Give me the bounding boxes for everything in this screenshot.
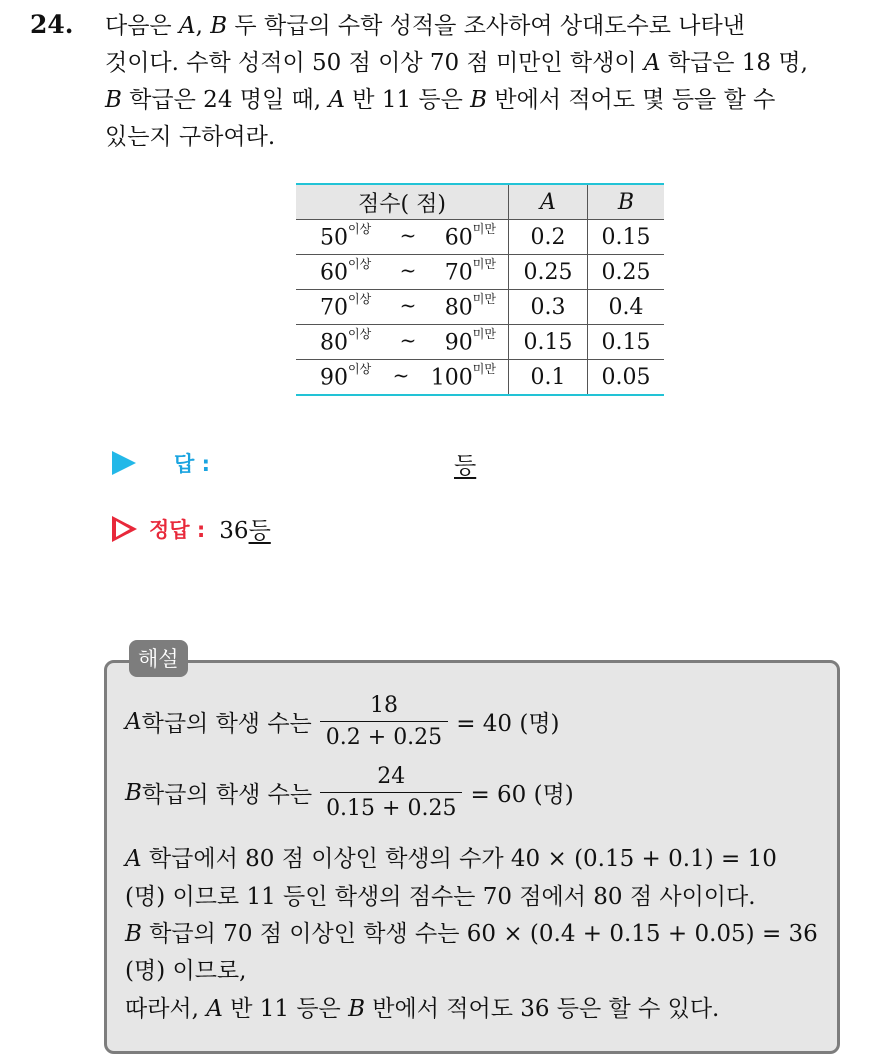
range-tilde: ~ bbox=[399, 328, 417, 353]
solution-line-2 bbox=[125, 764, 574, 821]
answer-label: 답 : bbox=[174, 452, 210, 476]
problem-line bbox=[105, 119, 875, 156]
answer-unit: 등 bbox=[454, 452, 477, 479]
range-tilde: ~ bbox=[392, 363, 410, 388]
variable: B bbox=[105, 87, 122, 113]
variable: B bbox=[470, 87, 488, 113]
variable: A bbox=[125, 708, 142, 735]
text-run: 것이다. 수학 성적이 50 점 이상 70 점 미만인 학생이 bbox=[105, 50, 644, 76]
text-run: 반 11 등은 bbox=[344, 87, 471, 113]
range-upper: $80^{미만}$ bbox=[444, 292, 496, 321]
answer-row bbox=[112, 448, 492, 478]
variable: B bbox=[210, 13, 228, 39]
score-range-cell bbox=[296, 325, 509, 360]
score-range-cell bbox=[296, 220, 509, 255]
range-tilde: ~ bbox=[399, 258, 417, 283]
table-header-row bbox=[296, 184, 664, 220]
class-b-value: 0.15 bbox=[588, 325, 665, 360]
class-b-value: 0.05 bbox=[588, 360, 665, 396]
header-score: 점수( 점) bbox=[296, 184, 509, 220]
text-run: 학급의 학생 수는 bbox=[141, 782, 313, 808]
correct-number: 36 bbox=[219, 518, 249, 544]
correct-answer-label: 정답 : bbox=[149, 517, 206, 542]
range-upper: $90^{미만}$ bbox=[444, 327, 496, 356]
problem-line bbox=[105, 8, 875, 45]
text-run: = 60 (명) bbox=[470, 782, 574, 808]
solution-line-6: (명) 이므로, bbox=[125, 958, 247, 984]
range-lower: $90^{이상}$ bbox=[320, 362, 372, 391]
solution-line-7 bbox=[125, 990, 719, 1023]
text-run: = 40 (명) bbox=[456, 711, 560, 737]
class-a-value: 0.15 bbox=[509, 325, 588, 360]
fraction bbox=[320, 693, 448, 750]
text-run: 다음은 bbox=[105, 13, 179, 39]
variable: A bbox=[328, 87, 345, 113]
range-upper: $100^{미만}$ bbox=[430, 362, 496, 391]
solution-line-5 bbox=[125, 915, 818, 948]
table-row bbox=[296, 325, 664, 360]
range-lower: $70^{이상}$ bbox=[320, 292, 372, 321]
class-a-value: 0.2 bbox=[509, 220, 588, 255]
score-range-cell bbox=[296, 360, 509, 396]
variable: B bbox=[348, 996, 365, 1022]
correct-unit: 등 bbox=[248, 518, 271, 544]
table-row bbox=[296, 360, 664, 396]
range-upper: $60^{미만}$ bbox=[444, 222, 496, 251]
fraction-numerator: 18 bbox=[369, 693, 398, 718]
variable: B bbox=[125, 921, 142, 947]
score-range-cell bbox=[296, 255, 509, 290]
variable: B bbox=[617, 189, 635, 215]
fraction-denominator: 0.15 + 0.25 bbox=[320, 792, 462, 821]
class-a-value: 0.25 bbox=[509, 255, 588, 290]
relative-frequency-table bbox=[296, 183, 664, 396]
text-run: 학급은 18 명, bbox=[660, 50, 808, 76]
variable: A bbox=[643, 50, 661, 76]
range-tilde: ~ bbox=[399, 223, 417, 248]
header-class-b bbox=[588, 184, 665, 220]
table-row bbox=[296, 255, 664, 290]
problem-line bbox=[105, 82, 875, 119]
table-row bbox=[296, 290, 664, 325]
text-run: , bbox=[195, 13, 211, 39]
solution-tag: 해설 bbox=[129, 640, 188, 677]
variable: A bbox=[125, 846, 142, 872]
class-a-value: 0.3 bbox=[509, 290, 588, 325]
variable: A bbox=[540, 189, 556, 215]
range-lower: $50^{이상}$ bbox=[320, 222, 372, 251]
play-triangle-icon bbox=[112, 451, 136, 475]
class-a-value: 0.1 bbox=[509, 360, 588, 396]
solution-line-1 bbox=[125, 693, 560, 750]
text-run: 학급의 학생 수는 bbox=[141, 711, 312, 737]
solution-line-3 bbox=[125, 840, 777, 873]
fraction-denominator: 0.2 + 0.25 bbox=[320, 721, 448, 750]
problem-statement bbox=[105, 8, 875, 156]
fraction-numerator: 24 bbox=[377, 764, 406, 789]
text-run: 반 11 등은 bbox=[222, 996, 349, 1022]
range-lower: $80^{이상}$ bbox=[320, 327, 372, 356]
text-run: 학급은 24 명일 때, bbox=[121, 87, 329, 113]
problem-line bbox=[105, 45, 875, 82]
table-row bbox=[296, 220, 664, 255]
fraction bbox=[320, 764, 462, 821]
text-run: 반에서 적어도 36 등은 할 수 있다. bbox=[364, 996, 720, 1022]
range-upper: $70^{미만}$ bbox=[444, 257, 496, 286]
text-run: 두 학급의 수학 성적을 조사하여 상대도수로 나타낸 bbox=[227, 13, 745, 39]
variable: A bbox=[178, 13, 196, 39]
text-run: 학급의 70 점 이상인 학생 수는 60 × (0.4 + 0.15 + 0.05) = 36 bbox=[141, 921, 818, 947]
text-run: 학급에서 80 점 이상인 학생의 수가 40 × (0.15 + 0.1) = 10 bbox=[141, 846, 777, 872]
range-tilde: ~ bbox=[399, 293, 417, 318]
range-lower: $60^{이상}$ bbox=[320, 257, 372, 286]
text-run: 반에서 적어도 몇 등을 할 수 bbox=[487, 87, 776, 113]
score-range-cell bbox=[296, 290, 509, 325]
correct-answer-value bbox=[219, 512, 271, 545]
correct-answer-row bbox=[112, 512, 271, 545]
variable: B bbox=[125, 779, 142, 806]
class-b-value: 0.15 bbox=[588, 220, 665, 255]
text-run: 따라서, bbox=[125, 996, 207, 1022]
outline-triangle-icon bbox=[112, 516, 137, 542]
header-class-a bbox=[509, 184, 588, 220]
class-b-value: 0.4 bbox=[588, 290, 665, 325]
problem-number: 24. bbox=[30, 10, 74, 39]
class-b-value: 0.25 bbox=[588, 255, 665, 290]
variable: A bbox=[206, 996, 223, 1022]
text-run: 있는지 구하여라. bbox=[105, 124, 276, 150]
solution-line-4: (명) 이므로 11 등인 학생의 점수는 70 점에서 80 점 사이이다. bbox=[125, 884, 756, 910]
